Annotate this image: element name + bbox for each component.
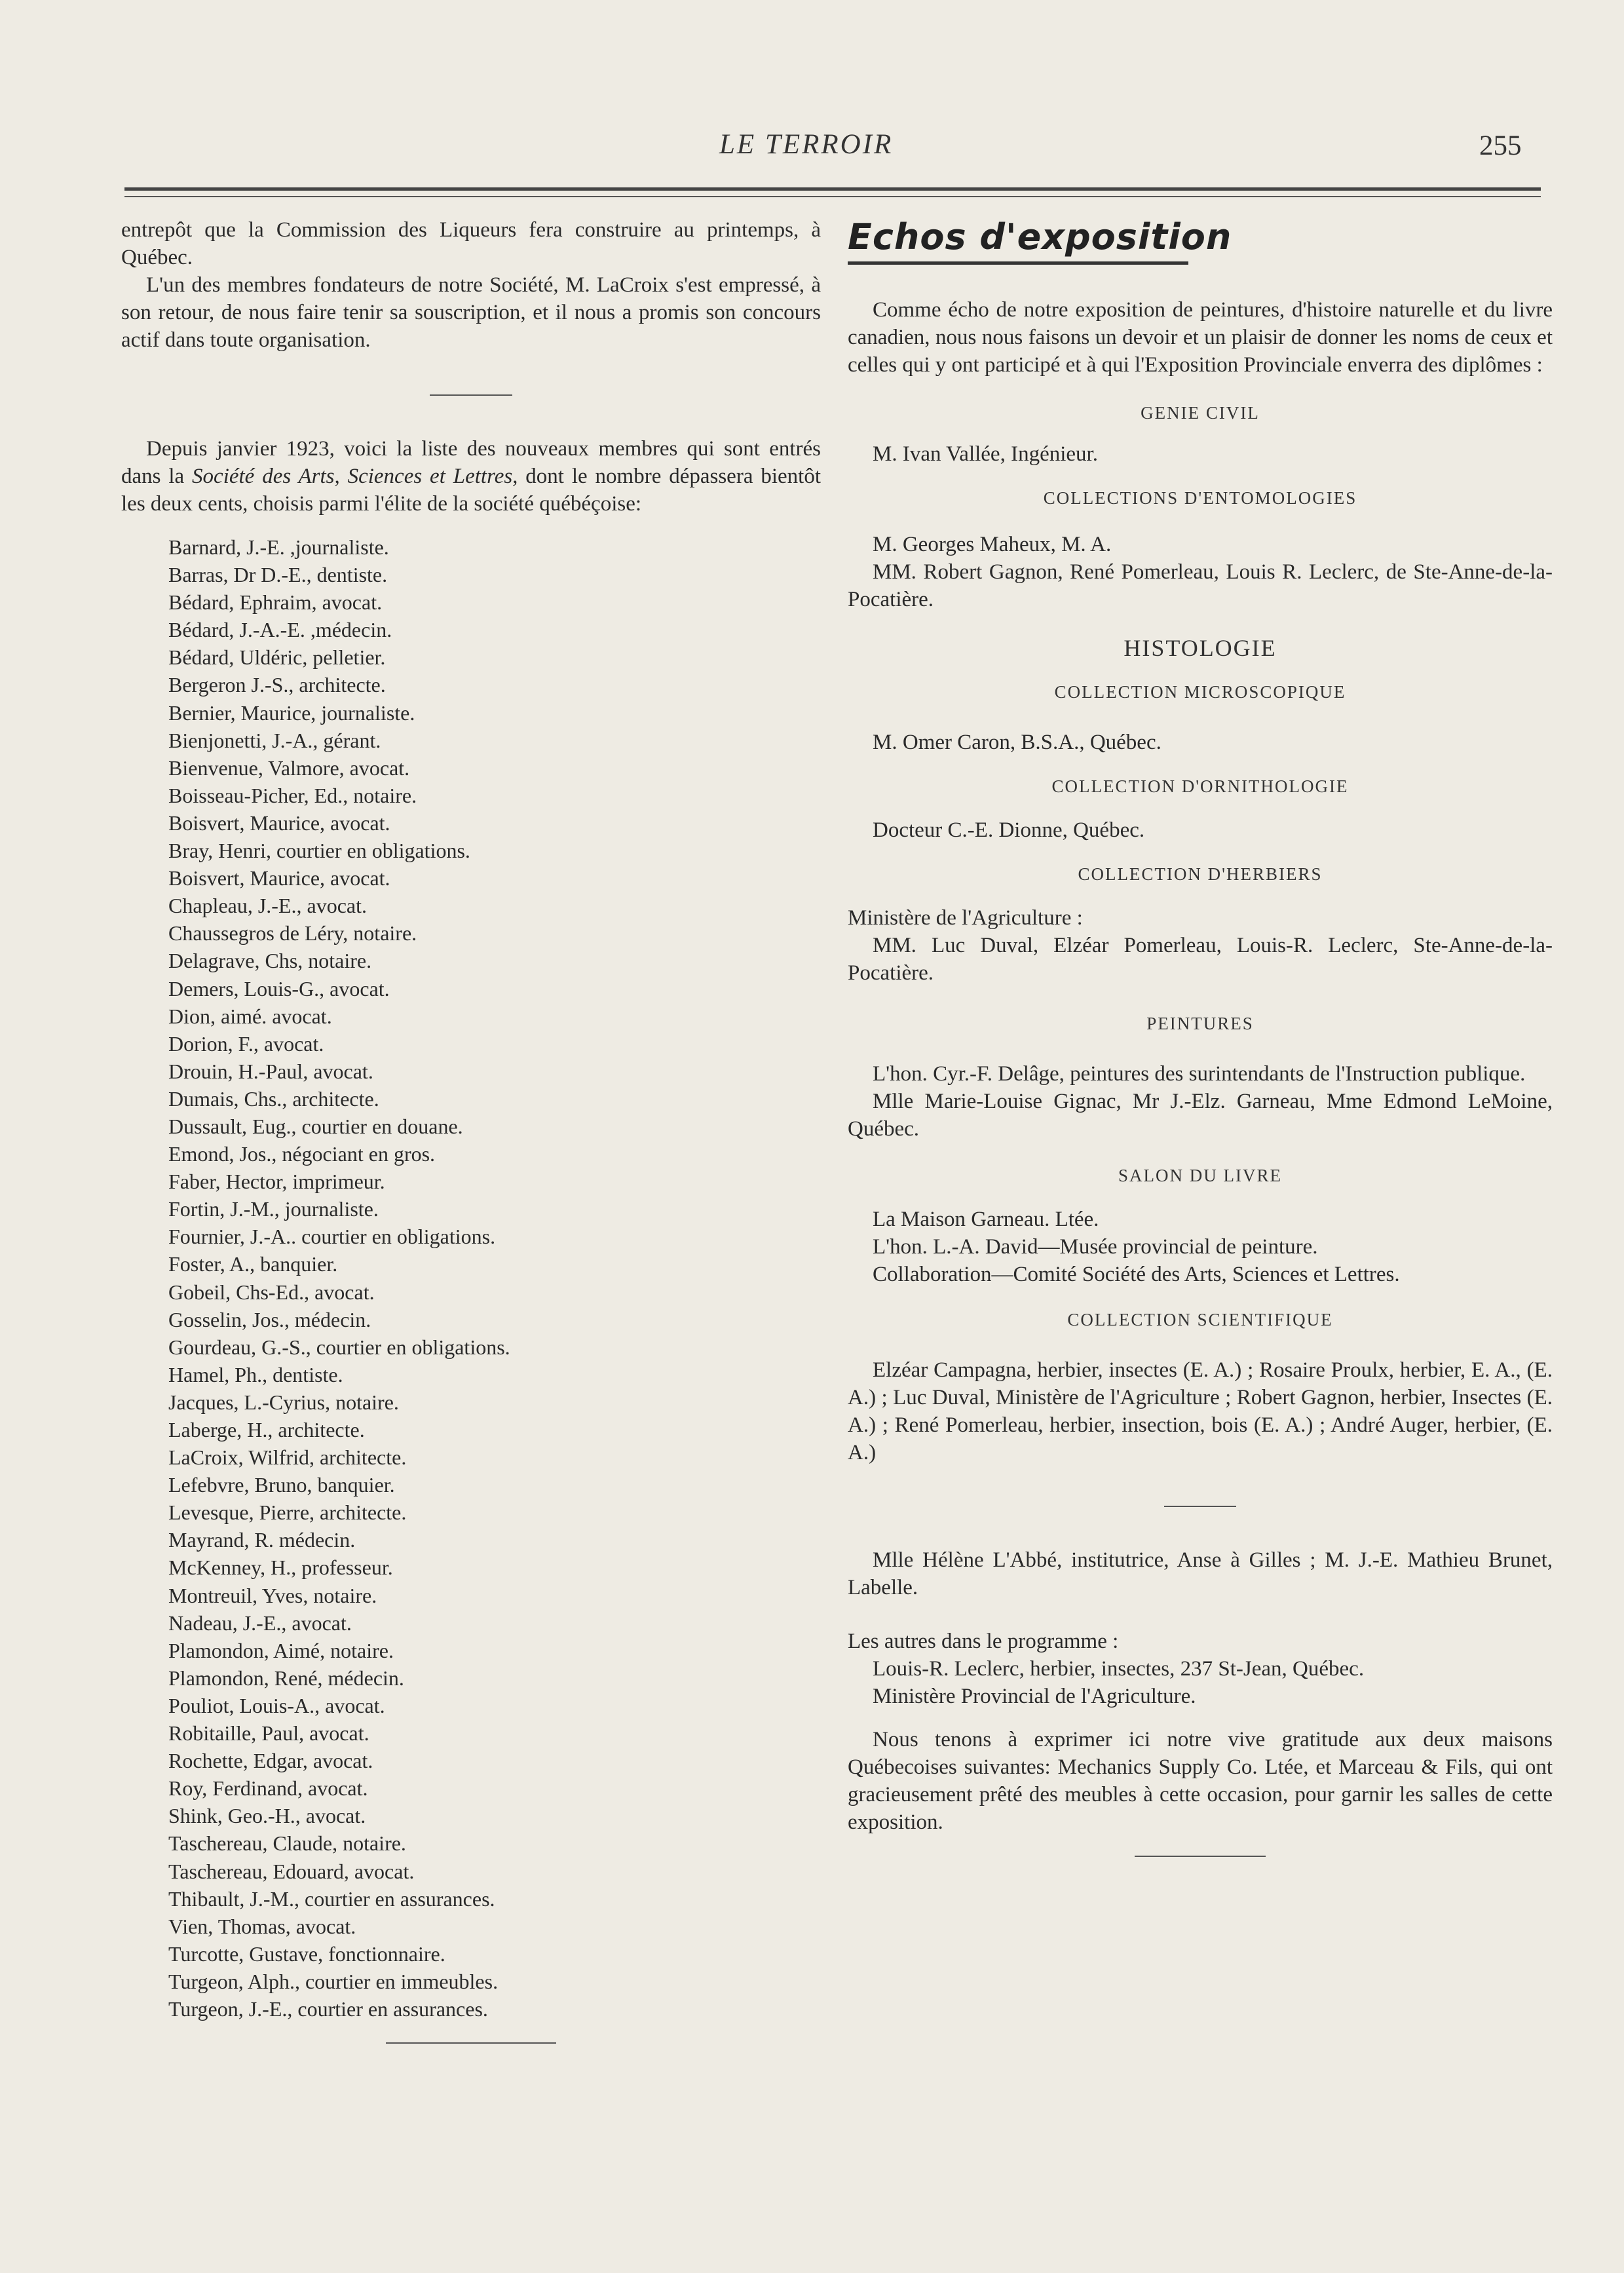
herbiers-entry-1: Ministère de l'Agriculture :	[848, 906, 1083, 930]
member-entry: Turgeon, Alph., courtier en immeubles.	[168, 1969, 499, 1993]
member-entry: Emond, Jos., négociant en gros.	[168, 1142, 436, 1166]
salon-entry-2: L'hon. L.-A. David—Musée provincial de peinture.	[873, 1235, 1318, 1259]
member-entry: Montreuil, Yves, notaire.	[168, 1583, 377, 1607]
peintures-entry-2: Mlle Marie-Louise Gignac, Mr J.-Elz. Garneau, Mme Edmond LeMoine, Québec.	[848, 1090, 1553, 1141]
page-number: 255	[1479, 130, 1522, 161]
member-entry: LaCroix, Wilfrid, architecte.	[168, 1445, 407, 1470]
salon-entry-1: La Maison Garneau. Ltée.	[873, 1208, 1099, 1231]
intro-paragraph-lacroix: L'un des membres fondateurs de notre Société, M. LaCroix s'est empressé, à son retour, de nous faire tenir sa souscription, et il nous a promis son concours actif dans toute organisation.	[121, 273, 821, 352]
running-title: LE TERROIR	[719, 129, 894, 160]
society-name: Société des Arts, Sciences et Lettres,	[192, 465, 518, 488]
header-rule-thin	[124, 196, 1541, 197]
member-entry: Fournier, J.-A.. courtier en obligations.	[168, 1225, 496, 1249]
member-entry: Boisseau-Picher, Ed., notaire.	[168, 783, 417, 807]
member-entry: Vien, Thomas, avocat.	[168, 1914, 356, 1938]
herbiers-entry-2: MM. Luc Duval, Elzéar Pomerleau, Louis-R. Leclerc, Ste-Anne-de-la-Pocatière.	[848, 934, 1553, 985]
member-entry: Chapleau, J.-E., avocat.	[168, 894, 367, 918]
member-entry: Delagrave, Chs, notaire.	[168, 949, 372, 973]
member-entry: Lefebvre, Bruno, banquier.	[168, 1473, 395, 1497]
member-entry: Rochette, Edgar, avocat.	[168, 1749, 373, 1773]
member-entry: Plamondon, Aimé, notaire.	[168, 1638, 394, 1662]
member-entry: Dumais, Chs., architecte.	[168, 1086, 379, 1111]
peintures-entry-1: L'hon. Cyr.-F. Delâge, peintures des surintendants de l'Instruction publique.	[873, 1062, 1526, 1086]
member-entry: Laberge, H., architecte.	[168, 1418, 365, 1442]
heading-genie-civil: GENIE CIVIL	[1141, 403, 1260, 423]
member-entry: Dion, aimé. avocat.	[168, 1004, 332, 1028]
member-list	[121, 533, 821, 2023]
entomologie-entry-1: M. Georges Maheux, M. A.	[873, 533, 1112, 556]
member-entry: Taschereau, Claude, notaire.	[168, 1831, 406, 1856]
member-entry: Boisvert, Maurice, avocat.	[168, 866, 390, 890]
heading-entomologie: COLLECTIONS D'ENTOMOLOGIES	[1043, 488, 1357, 508]
member-entry: Shink, Geo.-H., avocat.	[168, 1804, 366, 1828]
section-title: Echos d'exposition	[848, 216, 1232, 258]
member-entry: Bédard, Ephraim, avocat.	[168, 590, 383, 615]
member-entry: Bray, Henri, courtier en obligations.	[168, 839, 470, 863]
member-entry: Plamondon, René, médecin.	[168, 1666, 404, 1690]
member-entry: Gosselin, Jos., médecin.	[168, 1307, 371, 1331]
member-entry: Bienvenue, Valmore, avocat.	[168, 755, 410, 780]
member-list-intro	[121, 435, 821, 518]
member-entry: Bienjonetti, J.-A., gérant.	[168, 728, 381, 752]
scientifique-entry: Elzéar Campagna, herbier, insectes (E. A.) ; Rosaire Proulx, herbier, E. A., (E. A.) ; Luc Duval, Ministère de l'Agriculture ; Robert Gagnon, herbier, Insectes (E. A.) ; René Pomerleau, herbier, insection, bois (E. A.) ; André Auger, herbier, (E. A.)	[848, 1358, 1553, 1464]
intro-paragraph-continued: entrepôt que la Commission des Liqueurs fera construire au printemps, à Québec.	[121, 218, 821, 269]
heading-peintures: PEINTURES	[1146, 1014, 1254, 1033]
mlle-labbe-entry: Mlle Hélène L'Abbé, institutrice, Anse à Gilles ; M. J.-E. Mathieu Brunet, Labelle.	[848, 1548, 1553, 1599]
member-entry: Chaussegros de Léry, notaire.	[168, 921, 417, 945]
member-entry: Faber, Hector, imprimeur.	[168, 1170, 385, 1194]
closing-paragraph: Nous tenons à exprimer ici notre vive gratitude aux deux maisons Québecoises suivantes: Mechanics Supply Co. Ltée, et Marceau & Fils, qui ont gracieusement prêté des meubles à cette occasion, pour garnir les salles de cette exposition.	[848, 1728, 1553, 1834]
member-entry: Pouliot, Louis-A., avocat.	[168, 1693, 385, 1717]
member-entry: Roy, Ferdinand, avocat.	[168, 1776, 368, 1801]
separator-rule-bottom-left	[386, 2042, 556, 2044]
member-entry: Turcotte, Gustave, fonctionnaire.	[168, 1941, 445, 1966]
heading-herbiers: COLLECTION D'HERBIERS	[1078, 864, 1323, 884]
page-header	[0, 128, 1624, 174]
member-entry: Levesque, Pierre, architecte.	[168, 1500, 407, 1525]
member-entry: Demers, Louis-G., avocat.	[168, 976, 390, 1001]
member-entry: Barras, Dr D.-E., dentiste.	[168, 563, 388, 587]
member-entry: Robitaille, Paul, avocat.	[168, 1721, 369, 1746]
heading-histologie: HISTOLOGIE	[1124, 635, 1277, 661]
header-rule	[124, 187, 1541, 191]
member-entry: Bédard, Uldéric, pelletier.	[168, 645, 386, 670]
salon-entry-3: Collaboration—Comité Société des Arts, Sciences et Lettres.	[873, 1263, 1400, 1286]
right-column	[848, 216, 1553, 1857]
member-entry: Dussault, Eug., courtier en douane.	[168, 1114, 463, 1138]
exposition-intro: Comme écho de notre exposition de peintures, d'histoire naturelle et du livre canadien, nous nous faisons un devoir et un plaisir de donner les noms de ceux et celles qui y ont participé et à qui l'Exposition Provinciale enverra des diplômes :	[848, 298, 1553, 377]
ornithologie-entry: Docteur C.-E. Dionne, Québec.	[873, 818, 1145, 842]
heading-salon-du-livre: SALON DU LIVRE	[1118, 1166, 1282, 1185]
member-entry: Taschereau, Edouard, avocat.	[168, 1859, 415, 1883]
entomologie-entry-2: MM. Robert Gagnon, René Pomerleau, Louis R. Leclerc, de Ste-Anne-de-la-Pocatière.	[848, 560, 1553, 611]
microscopique-entry: M. Omer Caron, B.S.A., Québec.	[873, 731, 1161, 754]
member-entry: Nadeau, J.-E., avocat.	[168, 1611, 352, 1635]
member-entry: Dorion, F., avocat.	[168, 1031, 324, 1056]
member-list-intro-a: Depuis janvier 1923, voici la liste des nouveaux membres qui sont entrés dans la	[121, 437, 821, 488]
autres-heading: Les autres dans le programme :	[848, 1630, 1119, 1653]
heading-microscopique: COLLECTION MICROSCOPIQUE	[1054, 682, 1346, 702]
member-entry: Fortin, J.-M., journaliste.	[168, 1197, 379, 1221]
heading-scientifique: COLLECTION SCIENTIFIQUE	[1067, 1310, 1333, 1329]
member-entry: Bédard, J.-A.-E. ,médecin.	[168, 618, 392, 642]
member-entry: Foster, A., banquier.	[168, 1252, 338, 1276]
member-entry: McKenney, H., professeur.	[168, 1556, 393, 1580]
member-entry: Barnard, J.-E. ,journaliste.	[168, 535, 389, 559]
member-entry: Thibault, J.-M., courtier en assurances.	[168, 1886, 495, 1911]
member-entry: Gobeil, Chs-Ed., avocat.	[168, 1280, 375, 1304]
autres-entry-2: Ministère Provincial de l'Agriculture.	[873, 1685, 1196, 1708]
autres-entry-1: Louis-R. Leclerc, herbier, insectes, 237 St-Jean, Québec.	[873, 1657, 1365, 1681]
member-entry: Jacques, L.-Cyrius, notaire.	[168, 1390, 399, 1414]
member-entry: Mayrand, R. médecin.	[168, 1528, 356, 1552]
separator-rule-bottom-right	[1135, 1856, 1266, 1857]
member-entry: Bergeron J.-S., architecte.	[168, 673, 386, 697]
member-entry: Bernier, Maurice, journaliste.	[168, 700, 415, 725]
left-column	[121, 216, 821, 2044]
genie-civil-entry: M. Ivan Vallée, Ingénieur.	[873, 442, 1098, 466]
member-entry: Hamel, Ph., dentiste.	[168, 1362, 343, 1386]
member-entry: Drouin, H.-Paul, avocat.	[168, 1059, 373, 1083]
member-entry: Boisvert, Maurice, avocat.	[168, 811, 390, 835]
heading-ornithologie: COLLECTION D'ORNITHOLOGIE	[1051, 776, 1349, 796]
member-entry: Turgeon, J.-E., courtier en assurances.	[168, 1996, 488, 2021]
member-list-intro-b: dont le nombre dépassera bientôt les deux cents, choisis parmi l'élite de la société québéçoise:	[121, 465, 821, 516]
member-entry: Gourdeau, G.-S., courtier en obligations.	[168, 1335, 510, 1359]
